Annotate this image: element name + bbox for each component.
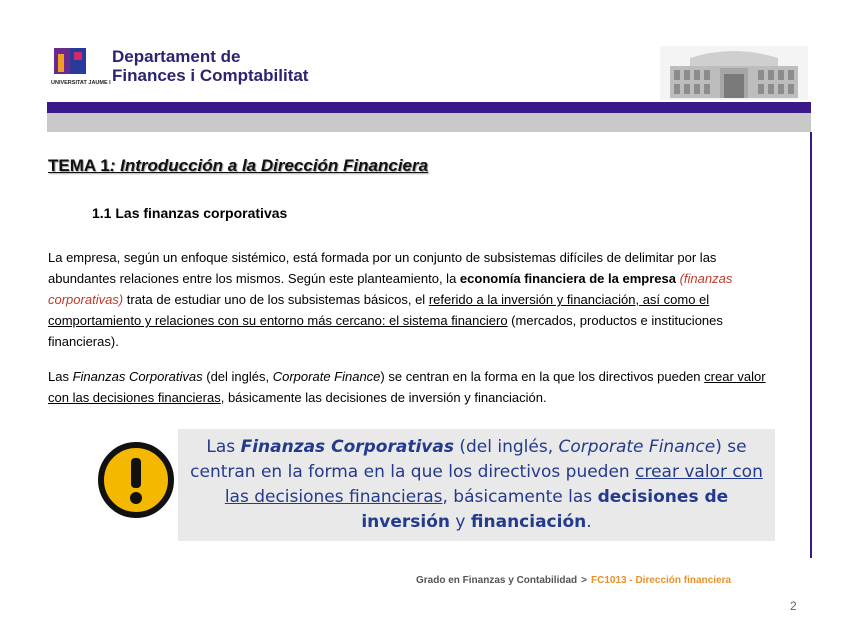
para1-underlined: referido a la inversión y financiación, así como el comportamiento y relaciones con su entorno más cercano: el sistema financiero (48, 292, 710, 328)
para2-text-4: , básicamente las decisiones de inversión y financiación. (220, 390, 547, 405)
footer-dash: - (626, 575, 636, 586)
footer-course-name: Dirección financiera (635, 575, 732, 586)
building-photo (660, 46, 808, 100)
callout-text-3: ) se centran en la forma en la que los directivos pueden (190, 437, 747, 482)
callout-text-5: y (450, 512, 471, 532)
university-logo (50, 46, 111, 100)
right-border-rule (810, 132, 812, 558)
para2-italic-1: Finanzas Corporativas (72, 369, 203, 384)
para1-red-term: (finanzas corporativas) (48, 271, 733, 307)
callout-bold-2: financiación (470, 512, 587, 532)
department-name (112, 47, 308, 85)
footer-separator: > (581, 575, 587, 586)
callout-text-1: Las (206, 437, 241, 457)
section-subtitle: 1.1 Las finanzas corporativas (92, 205, 288, 221)
callout-italic: Corporate Finance (558, 437, 716, 457)
footer-breadcrumb (416, 575, 731, 586)
para2-text-2: (del inglés, (202, 369, 273, 384)
para1-text-1: La empresa, según un enfoque sistémico, está formada por un conjunto de subsistemas difíciles de delimitar por las abundantes relaciones entre los mismos. Según este planteamiento, la (48, 250, 717, 286)
highlight-callout (178, 429, 775, 541)
callout-text-4: , básicamente las (442, 487, 598, 507)
title-italic: : Introducción a la Dirección Financiera (109, 156, 429, 175)
para2-underlined: crear valor con las decisiones financieras (48, 369, 766, 405)
callout-underlined: crear valor con las decisiones financieras (224, 462, 763, 507)
para1-text-3: (mercados, productos e instituciones financieras). (48, 313, 723, 349)
footer-program: Grado en Finanzas y Contabilidad (416, 575, 578, 586)
para1-text-2: trata de estudiar uno de los subsistemas básicos, el (123, 292, 429, 307)
callout-text-2: (del inglés, (453, 437, 559, 457)
page-number: 2 (790, 599, 797, 613)
paragraph-1 (48, 247, 778, 352)
header-band-purple (47, 102, 811, 113)
slide-title (48, 156, 428, 176)
callout-text (178, 435, 775, 535)
para1-bold-term: economía financiera de la empresa (459, 271, 676, 286)
para2-text-3: ) se centran en la forma en la que los directivos pueden (380, 369, 705, 384)
header-band-grey (47, 113, 811, 132)
para2-text-1: Las (48, 369, 73, 384)
paragraph-2 (48, 366, 778, 408)
callout-bold-1: decisiones de inversión (361, 487, 729, 532)
department-line-2: Finances i Comptabilitat (112, 66, 309, 85)
callout-text-6: . (586, 512, 592, 532)
department-line-1: Departament de (112, 47, 241, 66)
callout-bold-italic: Finanzas Corporativas (240, 437, 454, 457)
para2-italic-2: Corporate Finance (272, 369, 381, 384)
footer-course-code: FC1013 (590, 575, 627, 586)
university-label: UNIVERSITAT JAUME I (51, 80, 111, 86)
title-prefix: TEMA 1 (48, 156, 110, 175)
warning-icon (96, 440, 176, 520)
